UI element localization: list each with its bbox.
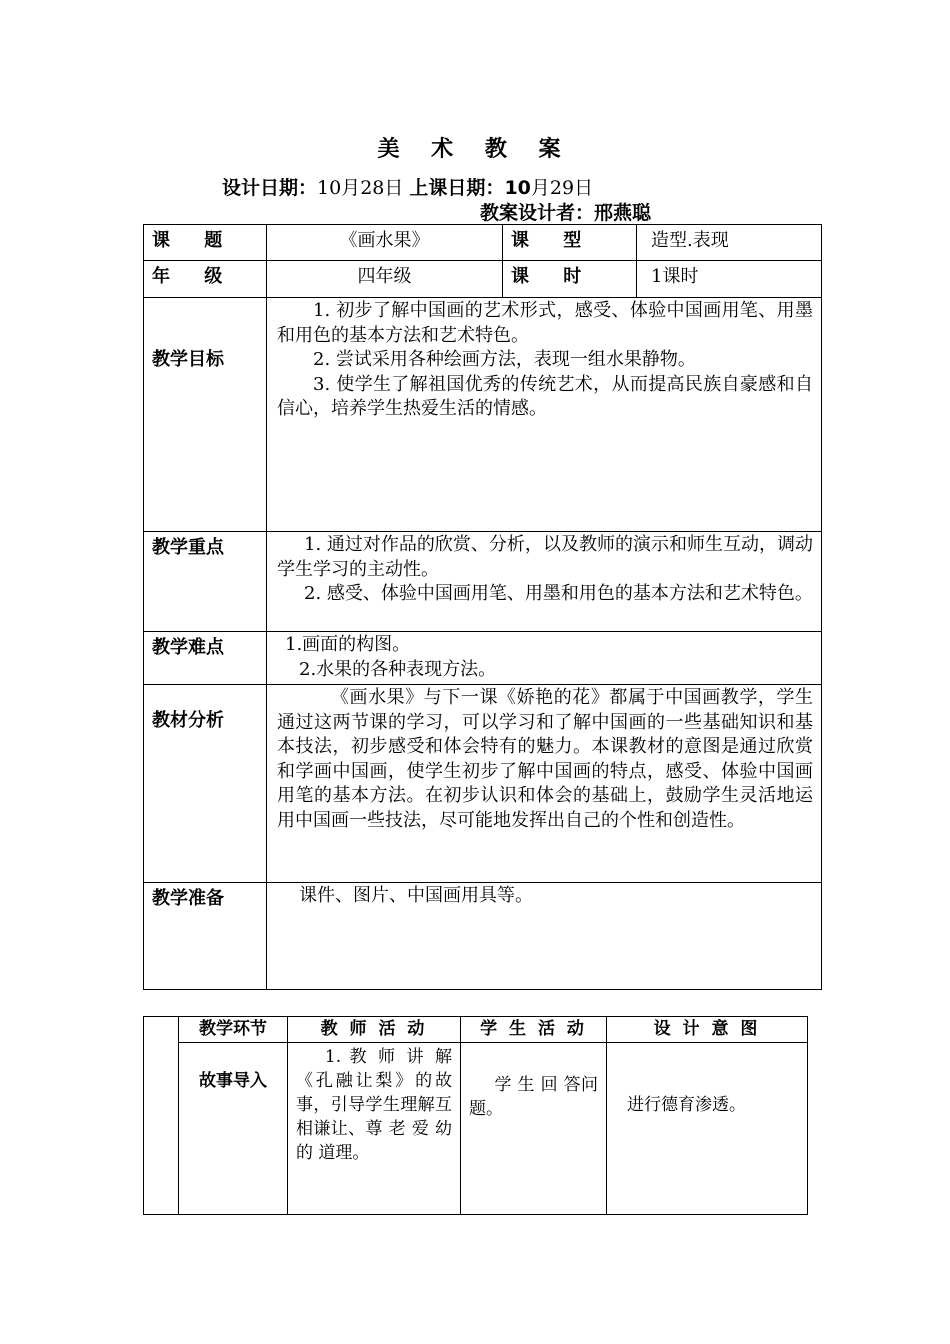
- process-table: [143, 1016, 808, 1215]
- design-date-value: 10月28日: [317, 177, 404, 199]
- table-row: [144, 261, 822, 298]
- topic-value: 《画水果》: [267, 225, 503, 261]
- blank-cell: [144, 1017, 179, 1215]
- difficult-line: 1.画面的构图。: [285, 634, 411, 655]
- designer-line: 教案设计者：邢燕聪: [480, 202, 652, 224]
- goals-line: 2. 尝试采用各种绘画方法，表现一组水果静物。: [313, 349, 696, 370]
- key-line: 2. 感受、体验中国画用笔、用墨和用色的基本方法和艺术特色。: [304, 583, 813, 604]
- hours-value: 1课时: [637, 261, 822, 298]
- class-date-rest: 月29日: [530, 177, 594, 199]
- table-row: [144, 1043, 808, 1215]
- goals-line: 3. 使学生了解祖国优秀的传统艺术，从而提高民族自豪感和自信心，培养学生热爱生活的情感。: [277, 373, 813, 419]
- grade-value: 四年级: [267, 261, 503, 298]
- key-label: 教学重点: [144, 532, 267, 632]
- table-row: [144, 298, 822, 532]
- type-value: 造型.表现: [637, 225, 822, 261]
- stage-cell: 故事导入: [179, 1043, 288, 1215]
- prep-content: 课件、图片、中国画用具等。: [267, 883, 822, 990]
- class-date-label: 上课日期：: [409, 177, 505, 199]
- analysis-label: 教材分析: [144, 685, 267, 883]
- prep-label: 教学准备: [144, 883, 267, 990]
- hours-label: 课 时: [503, 261, 637, 298]
- header-intent: 设 计 意 图: [607, 1017, 808, 1043]
- table-row: [144, 685, 822, 883]
- process-header-row: [144, 1017, 808, 1043]
- key-line: 1. 通过对作品的欣赏、分析，以及教师的演示和师生互动，调动学生学习的主动性。: [277, 534, 813, 580]
- difficult-content: [267, 632, 822, 685]
- student-cell: 学 生 回 答问题。: [461, 1043, 607, 1215]
- header-teacher: 教 师 活 动: [288, 1017, 461, 1043]
- goals-label: 教学目标: [144, 298, 267, 532]
- analysis-text: 《画水果》与下一课《娇艳的花》都属于中国画教学，学生通过这两节课的学习，可以学习和了解中国画的一些基础知识和基本技法，初步感受和体会特有的魅力。本课教材的意图是通过欣赏和学画中国画，使学生初步了解中国画的特点，感受、体验中国画用笔的基本方法。在初步认识和体会的基础上，鼓励学生灵活地运用中国画一些技法，尽可能地发挥出自己的个性和创造性。: [277, 687, 813, 831]
- table-row: [144, 225, 822, 261]
- page-title: 美 术 教 案: [377, 137, 573, 162]
- class-date-num: 10: [504, 177, 531, 199]
- goals-line: 1. 初步了解中国画的艺术形式，感受、体验中国画用笔、用墨和用色的基本方法和艺术特色。: [277, 300, 813, 346]
- analysis-content: [267, 685, 822, 883]
- goals-content: [267, 298, 822, 532]
- grade-label: 年 级: [144, 261, 267, 298]
- topic-label: 课 题: [144, 225, 267, 261]
- table-row: [144, 632, 822, 685]
- intent-cell: 进行德育渗透。: [607, 1043, 808, 1215]
- key-content: [267, 532, 822, 632]
- difficult-line: 2.水果的各种表现方法。: [299, 658, 497, 680]
- lesson-info-table: [143, 224, 822, 990]
- table-row: [144, 883, 822, 990]
- difficult-label: 教学难点: [144, 632, 267, 685]
- teacher-cell: 1. 教 师 讲 解《孔融让梨》的故事，引导学生理解互相谦让、尊 老 爱 幼 的 道理。: [288, 1043, 461, 1215]
- header-student: 学 生 活 动: [461, 1017, 607, 1043]
- table-row: [144, 532, 822, 632]
- header-stage: 教学环节: [179, 1017, 288, 1043]
- design-date-label: 设计日期：: [222, 177, 318, 199]
- type-label: 课 型: [503, 225, 637, 261]
- date-line: [222, 173, 593, 200]
